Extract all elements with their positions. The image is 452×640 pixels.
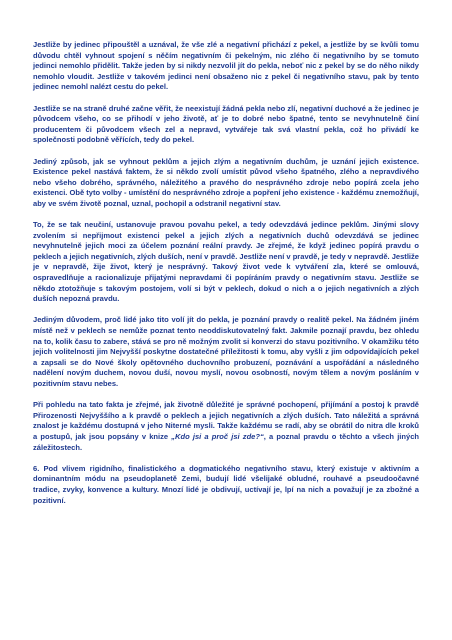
- document-page: [33, 40, 419, 506]
- paragraph-3: Jediný způsob, jak se vyhnout peklům a jejich zlým a negativním duchům, je uznání jejich existence. Existence pekel nastává faktem, že si někdo zvolí umístit původ všeho špatného, zlého a nepravdivého nebo všeho dobrého, správného, náležitého a pravého do nesprávného zdroje nebo popírá zcela jeho existenci. Obě tyto volby - umístění do nesprávného zdroje a popření jeho existence - každému znemožňují, aby ve svém životě poznal, uznal, pochopil a odstranil negativní stav.: [33, 156, 419, 208]
- paragraph-6-text: Při pohledu na tato fakta je zřejmé, jak životně důležité je správné pochopení, přijímání a postoj k pravdě Přirozenosti Nejvyššího a k pravdě o peklech a jejich negativních a zlých duších. Tato náležitá a správná znalost je každému dostupná v jeho Niterné mysli. Takže každému se radí, aby se obrátil do nitra dle kroků a postupů, jak jsou popsány v knize: [33, 400, 419, 441]
- paragraph-7: 6. Pod vlivem rigidního, finalistického a dogmatického negativního stavu, který existuje v aktivním a dominantním módu na pseudoplanetě Zemi, budují lidé všelijaké obludné, rouhavé a pseudoočavné tradice, zvyky, konvence a kultury. Mnozí lidé je obdivují, uctívají je, lpí na nich a považují je za zbožné a pozitivní.: [33, 463, 419, 505]
- paragraph-2: Jestliže se na straně druhé začne věřit, že neexistují žádná pekla nebo zlí, negativní duchové a že jedinec je původcem všeho, co se přihodí v jeho životě, ať je to dobré nebo špatné, tento se nevyhnutelně činí producentem či původcem všech zel a nepravd, vytvářeje tak svá vlastní pekla, což ho přivádí ke společnosti podobně věřících, tedy do pekel.: [33, 103, 419, 145]
- paragraph-5: Jediným důvodem, proč lidé jako tito volí jít do pekla, je poznání pravdy o realitě pekel. Na žádném jiném místě než v peklech se nemůže poznat tento neoddiskutovatelný fakt. Jakmile poznají pravdu, bez ohledu na to, kolik času to zabere, stává se pro ně možným zvolit si konverzi do stavu pozitivního. V okamžiku této jejich volitelnosti jim Nejvyšší poskytne dostatečné příležitosti k tomu, aby vyšli z jim odpovídajících pekel a zapsali se do Nové školy opětovného duchovního probuzení, poznávání a uspořádání a následného nadělení novým duchem, novou duší, novou myslí, novou osobností, novým tělem a novým posláním v pozitivním stavu nebes.: [33, 315, 419, 388]
- paragraph-4: To, že se tak neučiní, ustanovuje pravou povahu pekel, a tedy odevzdává jedince peklům. Jinými slovy zvolením si nepřijmout existenci pekel a jejich zlých a negativních duchů odevzdává se jedinec nevyhnutelně jejich moci za účelem poznání reální pravdy. Je zřejmé, že když jedinec popírá pravdu o peklech a jejich negativních, zlých duších, není v pravdě. Jestliže není v pravdě, je tedy v nepravdě. Jestliže je v nepravdě, žije život, který je nesprávný. Takový život vede k vytváření zla, které se omlouvá, ospravedlňuje a racionalizuje přijatými nepravdami či popíráním pravdy o negativním stavu. Jestliže se někdo ztotožňuje s takovým postojem, volí si být v peklech, dokud o nich a o jejich negativních a zlých duších nepozná pravdu.: [33, 220, 419, 304]
- paragraph-6-tail: , a poznal pravdu o těchto a všech jiných záležitostech.: [33, 431, 420, 452]
- book-title: „Kdo jsi a proč jsi zde?“: [171, 431, 264, 441]
- paragraph-6: [33, 400, 419, 453]
- paragraph-1: Jestliže by jedinec připouštěl a uznával, že vše zlé a negativní přichází z pekel, a jestliže by se kvůli tomu důvodu chtěl vyhnout spojení s něčím negativním či pekelným, nic zlého či negativního by se tomuto jedinci nemohlo přidělit. Takže jeden by si nikdy nezvolil jít do pekla, neboť nic z pekel by se do něho nikdy nemohlo vloudit. Jestliže v takovém jedinci není obsaženo nic z pekel či negativního stavu, pak by tento jedinec nemohl nalézt cestu do pekel.: [33, 40, 419, 92]
